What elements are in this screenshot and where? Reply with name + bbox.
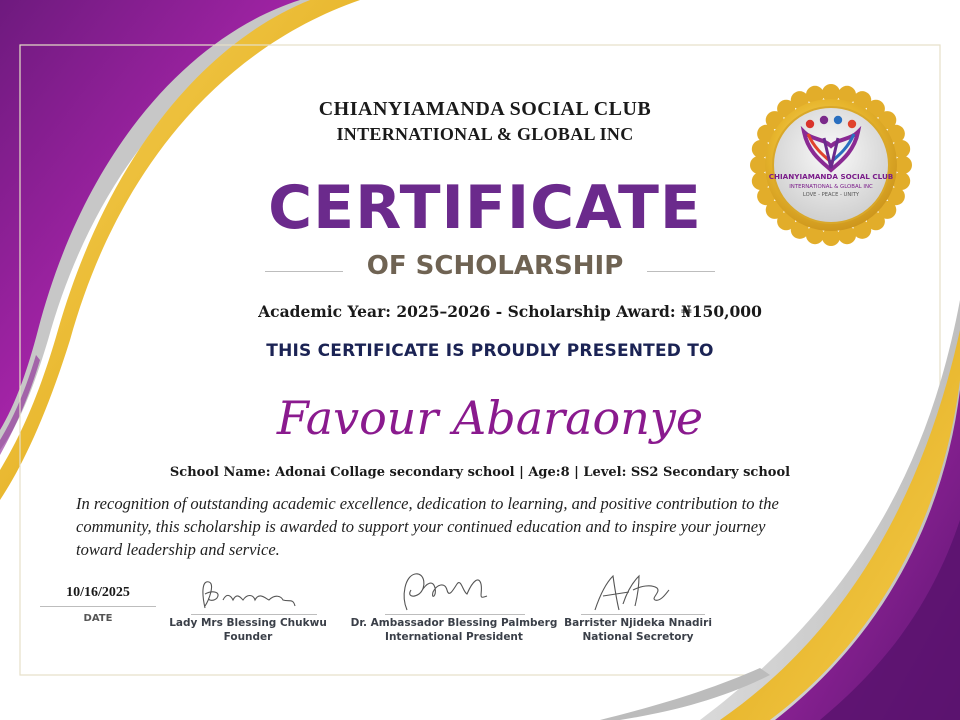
president-signature [349, 570, 559, 614]
president-signature-rule [385, 614, 525, 615]
seal-text-line2: INTERNATIONAL & GLOBAL INC [789, 184, 873, 190]
date-label: DATE [83, 613, 113, 624]
organization-name-line2: INTERNATIONAL & GLOBAL INC [336, 124, 634, 144]
seal-badge-icon [748, 82, 914, 248]
date-value: 10/16/2025 [66, 585, 130, 600]
certificate-title: CERTIFICATE [268, 173, 702, 243]
founder-role: Founder [223, 631, 273, 643]
subtitle-rule-right [647, 271, 715, 272]
date-rule [40, 606, 156, 607]
secretary-signature [533, 570, 743, 614]
president-role: International President [385, 631, 523, 643]
secretary-name: Barrister Njideka Nnadiri [564, 617, 712, 629]
academic-year-award-line: Academic Year: 2025–2026 - Scholarship Award: ₦150,000 [258, 302, 762, 321]
recipient-name: Favour Abaraonye [276, 391, 704, 445]
founder-signature-rule [191, 614, 317, 615]
secretary-role: National Secretory [582, 631, 694, 643]
founder-name: Lady Mrs Blessing Chukwu [169, 617, 327, 629]
president-name: Dr. Ambassador Blessing Palmberg [350, 617, 558, 629]
certificate-subtitle: OF SCHOLARSHIP [366, 251, 624, 281]
seal-text-line1: CHIANYIAMANDA SOCIAL CLUB [768, 172, 894, 181]
school-details-line: School Name: Adonai Collage secondary school | Age:8 | Level: SS2 Secondary school [169, 465, 791, 480]
founder-signature [143, 570, 353, 614]
organization-name-line1: CHIANYIAMANDA SOCIAL CLUB [318, 98, 652, 120]
secretary-signature-rule [581, 614, 705, 615]
recognition-text: In recognition of outstanding academic excellence, dedication to learning, and positive contribution to the community, this scholarship is awarded to support your continued education and to inspire your journey toward leadership and service. [76, 494, 779, 559]
seal-motto: LOVE - PEACE - UNITY [802, 192, 860, 198]
presented-to-line: THIS CERTIFICATE IS PROUDLY PRESENTED TO [266, 341, 714, 361]
